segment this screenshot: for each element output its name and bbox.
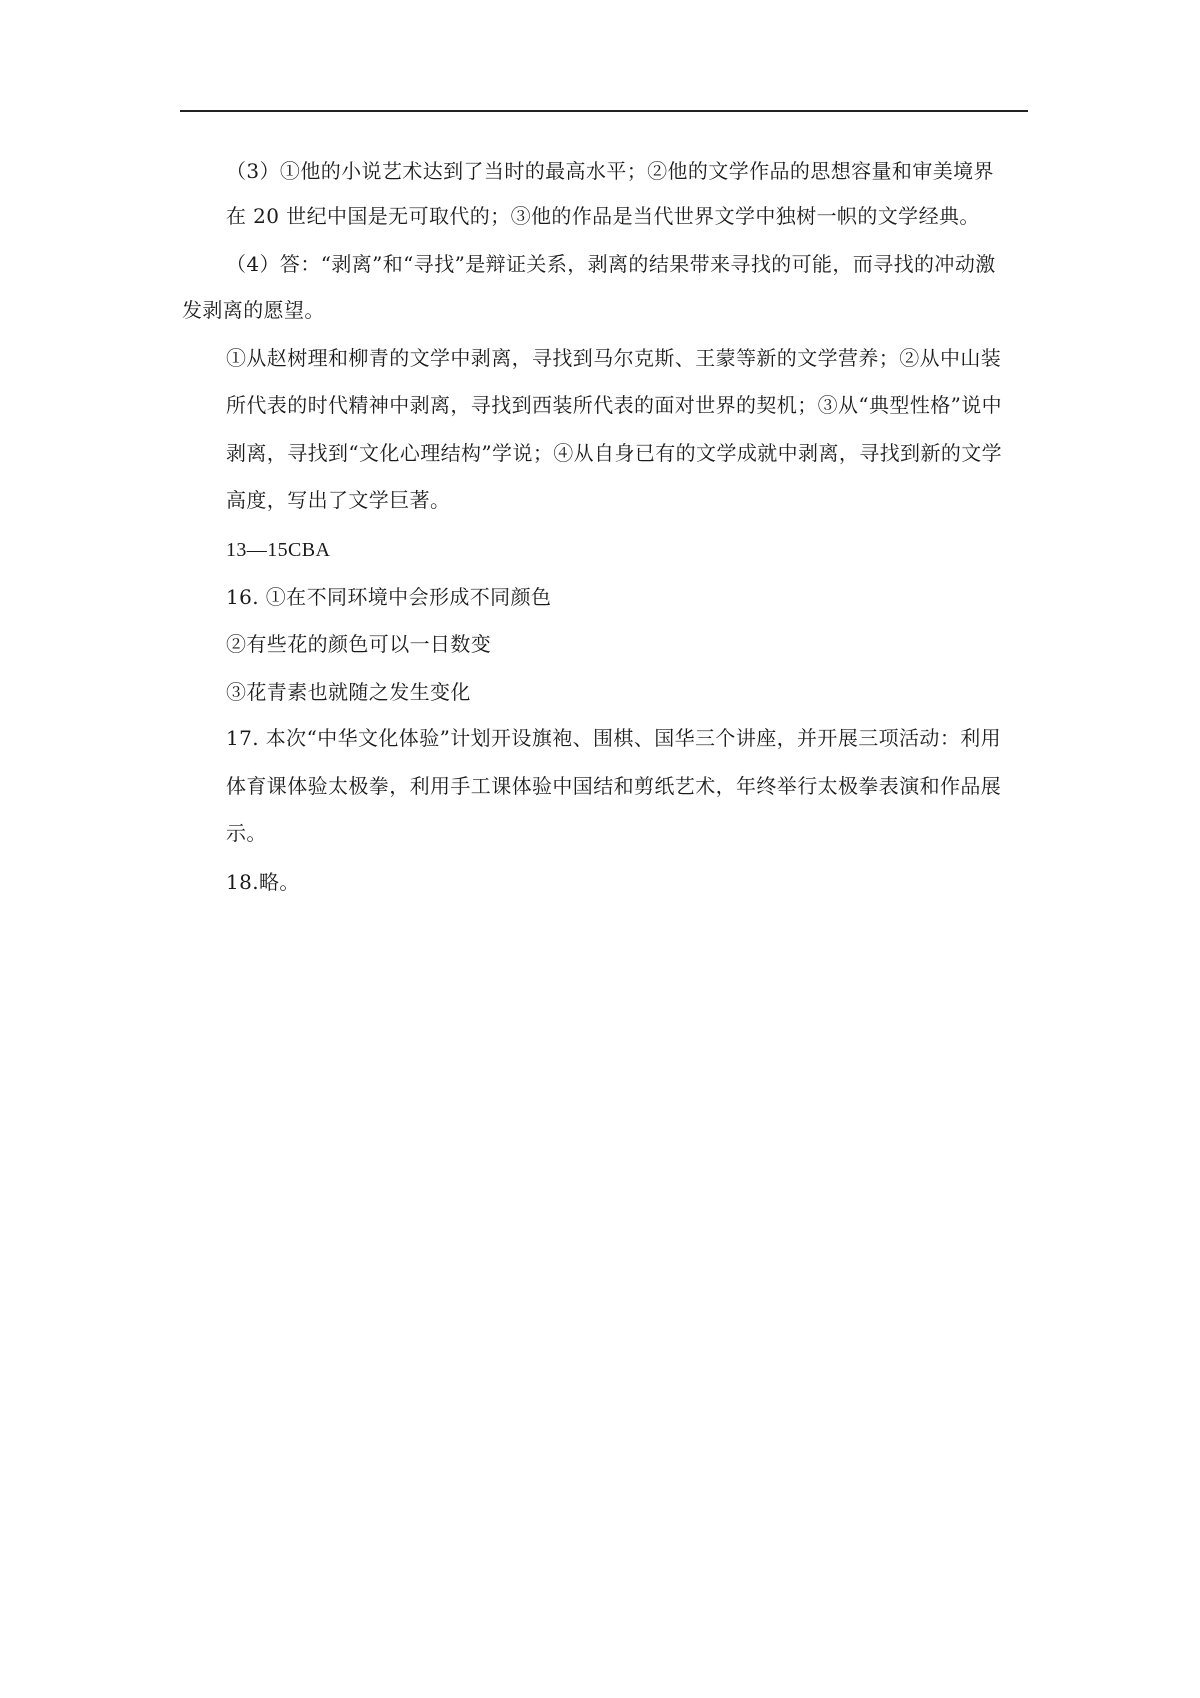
answer-13-15: 13—15CBA [226,539,331,561]
answer-4-detail-line-2: 所代表的时代精神中剥离，寻找到西装所代表的面对世界的契机；③从“典型性格”说中 [226,393,1003,417]
answer-4-detail-line-4: 高度，写出了文学巨著。 [226,488,451,512]
answer-4-line-2: 发剥离的愿望。 [182,298,325,322]
answer-18: 18.略。 [226,870,300,894]
answer-16-item-3: ③花青素也就随之发生变化 [226,680,471,704]
answer-3-line-2: 在 20 世纪中国是无可取代的；③他的作品是当代世界文学中独树一帜的文学经典。 [226,204,980,228]
header-rule [180,110,1028,112]
answer-17-line-2: 体育课体验太极拳，利用手工课体验中国结和剪纸艺术，年终举行太极拳表演和作品展 [226,774,1002,798]
answer-4-line-1: （4）答：“剥离”和“寻找”是辩证关系，剥离的结果带来寻找的可能，而寻找的冲动激 [226,252,996,276]
answer-17-line-1: 17. 本次“中华文化体验”计划开设旗袍、围棋、国华三个讲座，并开展三项活动：利用 [226,726,1002,750]
answer-4-detail-line-3: 剥离，寻找到“文化心理结构”学说；④从自身已有的文学成就中剥离，寻找到新的文学 [226,441,1003,465]
answer-16-item-1: 16. ①在不同环境中会形成不同颜色 [226,585,552,609]
answer-16-item-2: ②有些花的颜色可以一日数变 [226,632,492,656]
answer-4-detail-line-1: ①从赵树理和柳青的文学中剥离，寻找到马尔克斯、王蒙等新的文学营养；②从中山装 [226,346,1002,370]
answer-17-line-3: 示。 [226,821,267,845]
answer-3-line-1: （3）①他的小说艺术达到了当时的最高水平；②他的文学作品的思想容量和审美境界 [226,159,994,183]
